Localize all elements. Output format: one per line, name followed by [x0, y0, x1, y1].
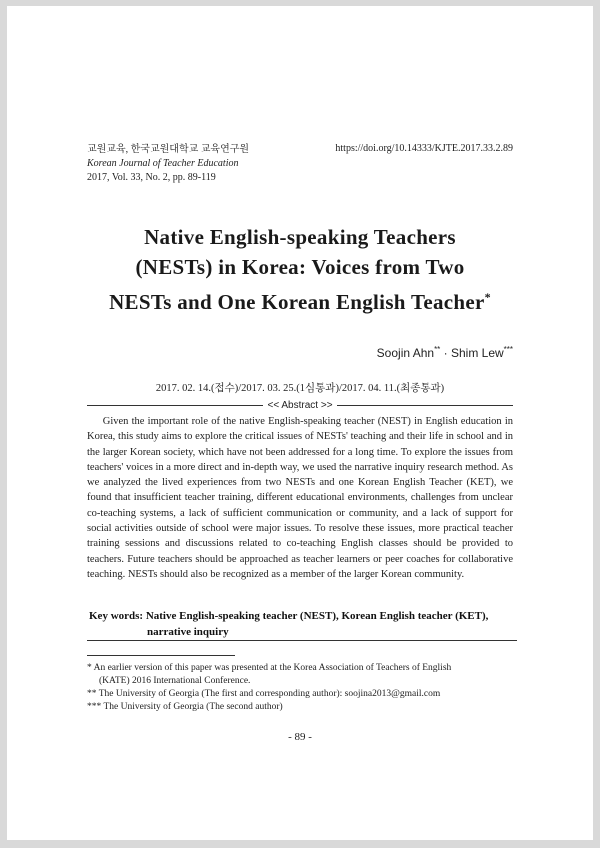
- keywords-rule: [87, 640, 517, 641]
- journal-header: [87, 143, 249, 185]
- footnote-3: *** The University of Georgia (The second author): [87, 702, 283, 712]
- divider-line-right: [337, 405, 513, 406]
- keywords-line-1: Native English-speaking teacher (NEST), Korean English teacher (KET),: [145, 610, 489, 622]
- author-second-mark: ***: [503, 345, 513, 354]
- author-separator: ·: [440, 346, 451, 360]
- author-first: Soojin Ahn: [376, 346, 435, 360]
- doi-link[interactable]: https://doi.org/10.14333/KJTE.2017.33.2.89: [335, 143, 513, 154]
- footnote-1-continued: (KATE) 2016 International Conference.: [99, 676, 251, 686]
- author-list: [377, 345, 513, 360]
- keywords-label: Key words:: [89, 610, 144, 622]
- title-line-1: Native English-speaking Teachers: [144, 225, 456, 249]
- keywords-line-2: narrative inquiry: [147, 626, 229, 638]
- title-footnote-mark: *: [484, 290, 491, 304]
- author-first-mark: **: [434, 345, 441, 354]
- keywords: [89, 608, 515, 640]
- submission-dates: 2017. 02. 14.(접수)/2017. 03. 25.(1심통과)/2017. 04. 11.(최종통과): [155, 383, 445, 394]
- paper-title: [67, 222, 533, 317]
- page-number: - 89 -: [288, 731, 312, 743]
- author-second: Shim Lew: [450, 346, 504, 360]
- volume-info: 2017, Vol. 33, No. 2, pp. 89-119: [87, 172, 216, 183]
- abstract-body: Given the important role of the native English-speaking teacher (NEST) in English education in Korea, this study aims to explore the critical issues of NESTs' teaching and their life in school and in the larger Korean society, which have not been addressed for a long time. To explore the issues from teachers' voices in a more direct and in-depth way, we used the narrative inquiry research method. As we analyzed the lived experiences from two NESTs and one Korean English Teacher (KET), we found that insufficient teacher training, different educational environments, challenges from unclear co-teaching systems, a lack of sufficient communication or community, and a lack of support for social activities outside of school were major issues. To resolve these issues, more practical teacher training sessions and discussions related to co-teaching English classes should be provided to teachers. Future teachers should be approached as teacher learners or peer coaches for collaborative teaching. NESTs should also be recognized as a member of the larger Korean community.: [87, 416, 513, 580]
- divider-line-left: [87, 405, 263, 406]
- footnote-rule: [87, 655, 235, 656]
- footnote-1: * An earlier version of this paper was presented at the Korea Association of Teachers of English: [87, 663, 452, 673]
- footnotes: [87, 662, 517, 714]
- title-line-3: NESTs and One Korean English Teacher: [109, 290, 485, 314]
- title-line-2: (NESTs) in Korea: Voices from Two: [135, 255, 465, 279]
- abstract-divider: [87, 398, 513, 412]
- institution-line: 교원교육, 한국교원대학교 교육연구원: [87, 144, 250, 155]
- journal-name: Korean Journal of Teacher Education: [87, 158, 239, 169]
- footnote-2: ** The University of Georgia (The first and corresponding author): soojina2013@gmail.com: [87, 689, 441, 699]
- document-page: [7, 6, 593, 840]
- abstract-label: << Abstract >>: [267, 399, 333, 411]
